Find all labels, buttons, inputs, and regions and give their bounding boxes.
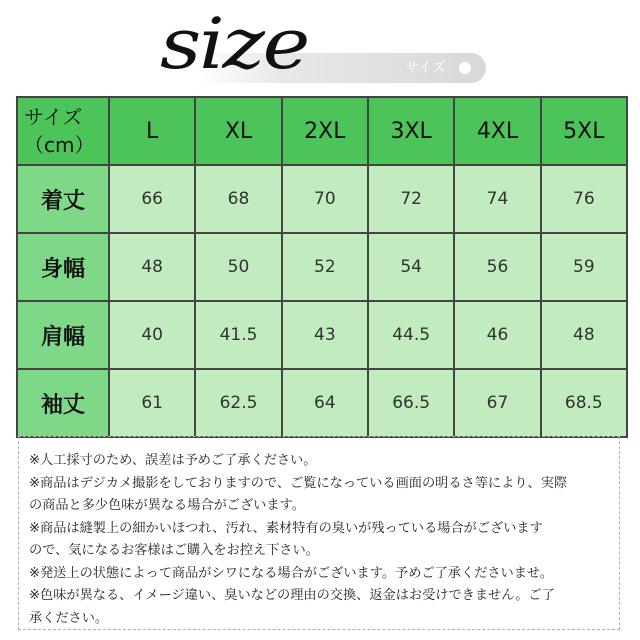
column-header: L bbox=[109, 97, 195, 165]
table-row bbox=[17, 233, 627, 301]
column-header: XL bbox=[195, 97, 281, 165]
page-title: size bbox=[160, 3, 308, 85]
table-cell: 62.5 bbox=[195, 369, 281, 437]
table-cell: 64 bbox=[282, 369, 368, 437]
column-header: 3XL bbox=[368, 97, 454, 165]
table-cell: 70 bbox=[282, 165, 368, 233]
corner-unit: （cm） bbox=[24, 133, 95, 157]
table-cell: 52 bbox=[282, 233, 368, 301]
table-cell: 59 bbox=[541, 233, 627, 301]
notes-box bbox=[18, 436, 620, 630]
table-cell: 68.5 bbox=[541, 369, 627, 437]
size-table bbox=[16, 96, 628, 438]
table-cell: 46 bbox=[454, 301, 540, 369]
table-cell: 68 bbox=[195, 165, 281, 233]
table-cell: 48 bbox=[541, 301, 627, 369]
note-line: ※発送上の状態によって商品がシワになる場合がございます。予めご了承くださいませ。 bbox=[29, 565, 553, 581]
table-cell: 41.5 bbox=[195, 301, 281, 369]
table-cell: 66.5 bbox=[368, 369, 454, 437]
table-cell: 54 bbox=[368, 233, 454, 301]
bullet-dot-icon bbox=[459, 62, 471, 74]
note-line: 承ください。 bbox=[29, 610, 109, 626]
note-line: ※色味が異なる、イメージ違い、臭いなどの理由の交換、返金はお受けできません。ご了 bbox=[29, 588, 555, 603]
table-header-row bbox=[17, 97, 627, 165]
row-label: 袖丈 bbox=[17, 369, 109, 437]
table-cell: 72 bbox=[368, 165, 454, 233]
corner-label: サイズ bbox=[24, 105, 83, 129]
column-header: 2XL bbox=[282, 97, 368, 165]
table-cell: 74 bbox=[454, 165, 540, 233]
table-cell: 56 bbox=[454, 233, 540, 301]
table-cell: 67 bbox=[454, 369, 540, 437]
table-cell: 44.5 bbox=[368, 301, 454, 369]
table-corner-cell bbox=[17, 97, 109, 165]
column-header: 5XL bbox=[541, 97, 627, 165]
row-label: 身幅 bbox=[17, 233, 109, 301]
table-row bbox=[17, 301, 627, 369]
table-cell: 76 bbox=[541, 165, 627, 233]
note-line: ※人工採寸のため、誤差は予めご了承ください。 bbox=[29, 453, 317, 468]
size-header bbox=[0, 0, 640, 92]
page-subtitle: サイズ bbox=[405, 60, 446, 76]
table-cell: 66 bbox=[109, 165, 195, 233]
row-label: 肩幅 bbox=[17, 301, 109, 369]
note-line: の商品と多少色味が異なる場合がございます。 bbox=[29, 498, 305, 513]
table-cell: 50 bbox=[195, 233, 281, 301]
note-line: ※商品はデジカメ撮影をしておりますので、ご覧になっている画面の明るさ等により、実際 bbox=[29, 475, 568, 491]
table-cell: 48 bbox=[109, 233, 195, 301]
table-row bbox=[17, 369, 627, 437]
column-header: 4XL bbox=[454, 97, 540, 165]
table-row bbox=[17, 165, 627, 233]
table-cell: 43 bbox=[282, 301, 368, 369]
table-cell: 61 bbox=[109, 369, 195, 437]
row-label: 着丈 bbox=[17, 165, 109, 233]
note-line: ※商品は縫製上の細かいほつれ、汚れ、素材特有の臭いが残っている場合がございます bbox=[29, 520, 543, 536]
table-cell: 40 bbox=[109, 301, 195, 369]
note-line: ので、気になるお客様はご購入をお控え下さい。 bbox=[29, 543, 319, 558]
